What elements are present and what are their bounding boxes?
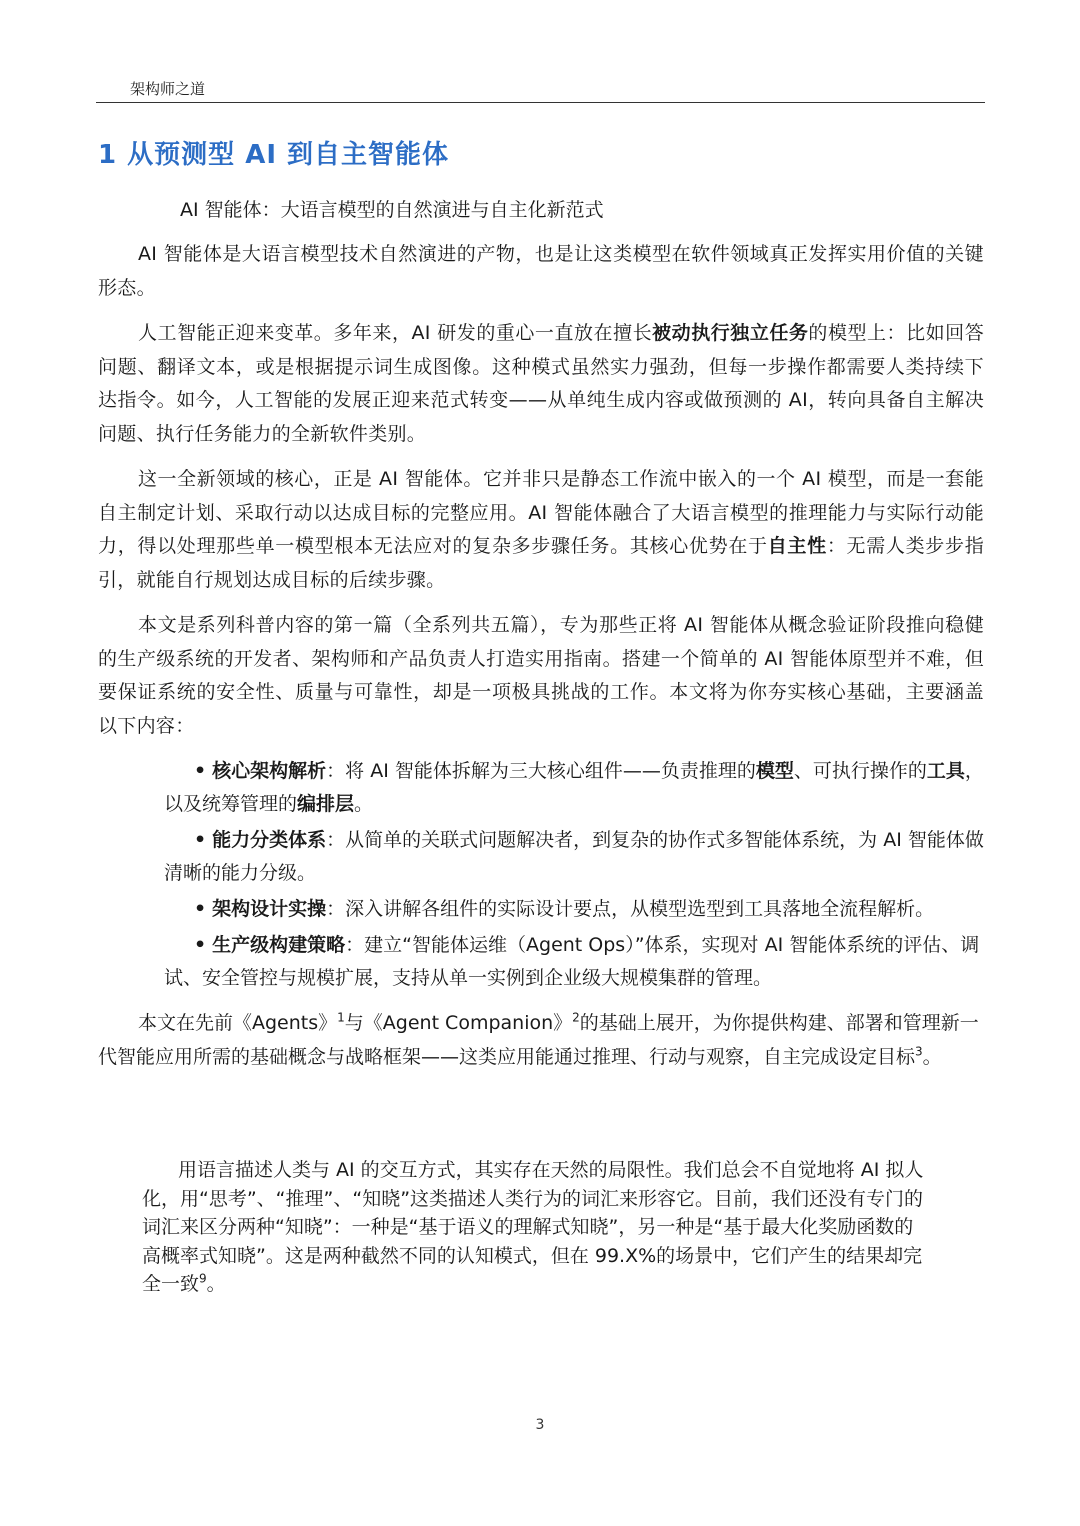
- footnote-ref-3: 3: [915, 1044, 923, 1059]
- section-subtitle: AI 智能体：大语言模型的自然演进与自主化新范式: [180, 199, 604, 221]
- footnote-ref-2: 2: [572, 1010, 580, 1025]
- topic-list: [98, 755, 984, 995]
- bullet-dot-icon: •: [194, 898, 207, 920]
- bullet-dot-icon: •: [194, 760, 207, 782]
- paragraph-2-text-a: 人工智能正迎来变革。多年来，AI 研发的重心一直放在擅长: [138, 322, 653, 344]
- closing-text: 本文在先前《Agents》: [138, 1012, 338, 1034]
- quote-block: [142, 1156, 932, 1299]
- list-item-text: ：将 AI 智能体拆解为三大核心组件——负责推理的: [326, 760, 756, 782]
- paragraph-3: [98, 463, 984, 597]
- closing-text: 与《Agent Companion》: [344, 1012, 573, 1034]
- list-item-heading: 核心架构解析: [212, 760, 327, 782]
- list-item-text: ，以及统筹管理的: [164, 760, 984, 815]
- paragraph-3-text-b: ：无需人类步步指引，就能自行规划达成目标的后续步骤。: [98, 535, 984, 591]
- quote-text: 用语言描述人类与 AI 的交互方式，其实存在天然的局限性。我们总会不自觉地将 AI 拟人化，用“思考”、“推理”、“知晓”这类描述人类行为的词汇来形容它。目前，我们还没有专门的词汇来区分两种“知晓”：一种是“基于语义的理解式知晓”，另一种是“基于最大化奖励函数的高概率式知晓”。这是两种截然不同的认知模式，但在 99.X%的场景中，它们产生的结果却完全一致: [142, 1159, 924, 1295]
- list-item-text: ：深入讲解各组件的实际设计要点，从模型选型到工具落地全流程解析。: [326, 898, 935, 920]
- list-item-keyword: 工具: [926, 760, 965, 782]
- list-item-heading: 架构设计实操: [212, 898, 327, 920]
- footnote-ref-1: 1: [337, 1010, 345, 1025]
- quote-text-end: 。: [206, 1273, 226, 1295]
- closing-paragraph: [98, 1007, 984, 1074]
- paragraph-2-emphasis: 被动执行独立任务: [652, 322, 809, 344]
- footnote-ref-9: 9: [199, 1271, 207, 1286]
- header-divider: [96, 102, 985, 103]
- list-item: [164, 929, 984, 995]
- list-item: [164, 824, 984, 890]
- paragraph-1: AI 智能体是大语言模型技术自然演进的产物，也是让这类模型在软件领域真正发挥实用价值的关键形态。: [98, 243, 984, 299]
- list-item-text: ：从简单的关联式问题解决者，到复杂的协作式多智能体系统，为 AI 智能体做清晰的能力分级。: [164, 829, 984, 884]
- bullet-dot-icon: •: [194, 934, 207, 956]
- paragraph-3-emphasis: 自主性: [767, 535, 827, 557]
- list-item-text: 、可执行操作的: [793, 760, 927, 782]
- paragraph-3-text-a: 这一全新领域的核心，正是 AI 智能体。它并非只是静态工作流中嵌入的一个 AI 模型，而是一套能自主制定计划、采取行动以达成目标的完整应用。AI 智能体融合了大语言模型的推理能力与实际行动能力，得以处理那些单一模型根本无法应对的复杂多步骤任务。其核心优势在于: [98, 468, 984, 557]
- chapter-title: 1 从预测型 AI 到自主智能体: [98, 140, 450, 170]
- list-item: [164, 893, 984, 926]
- bullet-dot-icon: •: [194, 829, 207, 851]
- list-item-text: ：建立“智能体运维（Agent Ops）”体系，实现对 AI 智能体系统的评估、调试、安全管控与规模扩展，支持从单一实例到企业级大规模集群的管理。: [164, 934, 980, 989]
- page-number: 3: [535, 1417, 545, 1433]
- list-item: [164, 755, 984, 821]
- running-header: 架构师之道: [130, 80, 206, 98]
- list-item-heading: 生产级构建策略: [212, 934, 346, 956]
- closing-text: 。: [922, 1045, 942, 1068]
- body-content: [98, 238, 984, 1074]
- paragraph-2-text-b: 的模型上：比如回答问题、翻译文本，或是根据提示词生成图像。这种模式虽然实力强劲，但每一步操作都需要人类持续下达指令。如今，人工智能的发展正迎来范式转变——从单纯生成内容或做预测的 AI，转向具备自主解决问题、执行任务能力的全新软件类别。: [98, 322, 984, 445]
- list-item-heading: 能力分类体系: [212, 829, 327, 851]
- list-item-keyword: 编排层: [297, 793, 355, 815]
- paragraph-2: [98, 317, 984, 451]
- list-item-keyword: 模型: [755, 760, 794, 782]
- closing-text: 的基础上展开，为你提供构建、部署和管理新一代智能应用所需的基础概念与战略框架——这类应用能通过推理、行动与观察，自主完成设定目标: [98, 1012, 979, 1068]
- paragraph-4: 本文是系列科普内容的第一篇（全系列共五篇），专为那些正将 AI 智能体从概念验证阶段推向稳健的生产级系统的开发者、架构师和产品负责人打造实用指南。搭建一个简单的 AI 智能体原型并不难，但要保证系统的安全性、质量与可靠性，却是一项极具挑战的工作。本文将为你夯实核心基础，主要涵盖以下内容：: [98, 614, 984, 737]
- list-item-text: 。: [354, 793, 374, 815]
